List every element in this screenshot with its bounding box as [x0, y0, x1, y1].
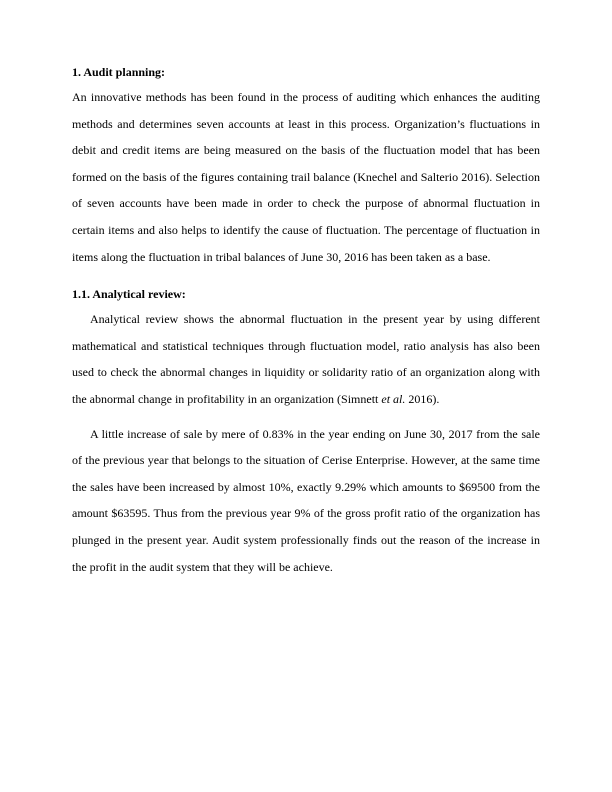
document-body	[72, 62, 540, 580]
analytical-review-paragraph-1	[72, 306, 540, 412]
analytical-review-paragraph-2: A little increase of sale by mere of 0.83% in the year ending on June 30, 2017 from the sale of the previous year that belongs to the situation of Cerise Enterprise. However, at the same time the sales have been increased by almost 10%, exactly 9.29% which amounts to $69500 from the amount $63595. Thus from the previous year 9% of the gross profit ratio of the organization has plunged in the present year. Audit system professionally finds out the reason of the increase in the profit in the audit system that they will be achieve.	[72, 426, 540, 574]
audit-planning-paragraph: An innovative methods has been found in the process of auditing which enhances the auditing methods and determines seven accounts at least in this process. Organization’s fluctuations in debit and credit items are being measured on the basis of the fluctuation model that has been formed on the basis of the figures containing trail balance (Knechel and Salterio 2016). Selection of seven accounts have been made in order to check the purpose of abnormal fluctuation in certain items and also helps to identify the cause of fluctuation. The percentage of fluctuation in items along the fluctuation in tribal balances of June 30, 2016 has been taken as a base.	[72, 90, 540, 264]
citation-et-al: et al.	[381, 391, 406, 406]
section-heading-audit-planning: 1. Audit planning:	[72, 65, 166, 79]
paragraph-spacer	[72, 413, 540, 421]
citation-year: 2016).	[405, 391, 440, 406]
analytical-review-text: Analytical review shows the abnormal fluctuation in the present year by using different mathematical and statistical techniques through fluctuation model, ratio analysis has also been used to check the abnormal changes in liquidity or solidarity ratio of an organization along with the abnormal change in profitability in an organization (Simnett	[72, 312, 540, 406]
section-heading-analytical-review: 1.1. Analytical review:	[72, 287, 186, 302]
